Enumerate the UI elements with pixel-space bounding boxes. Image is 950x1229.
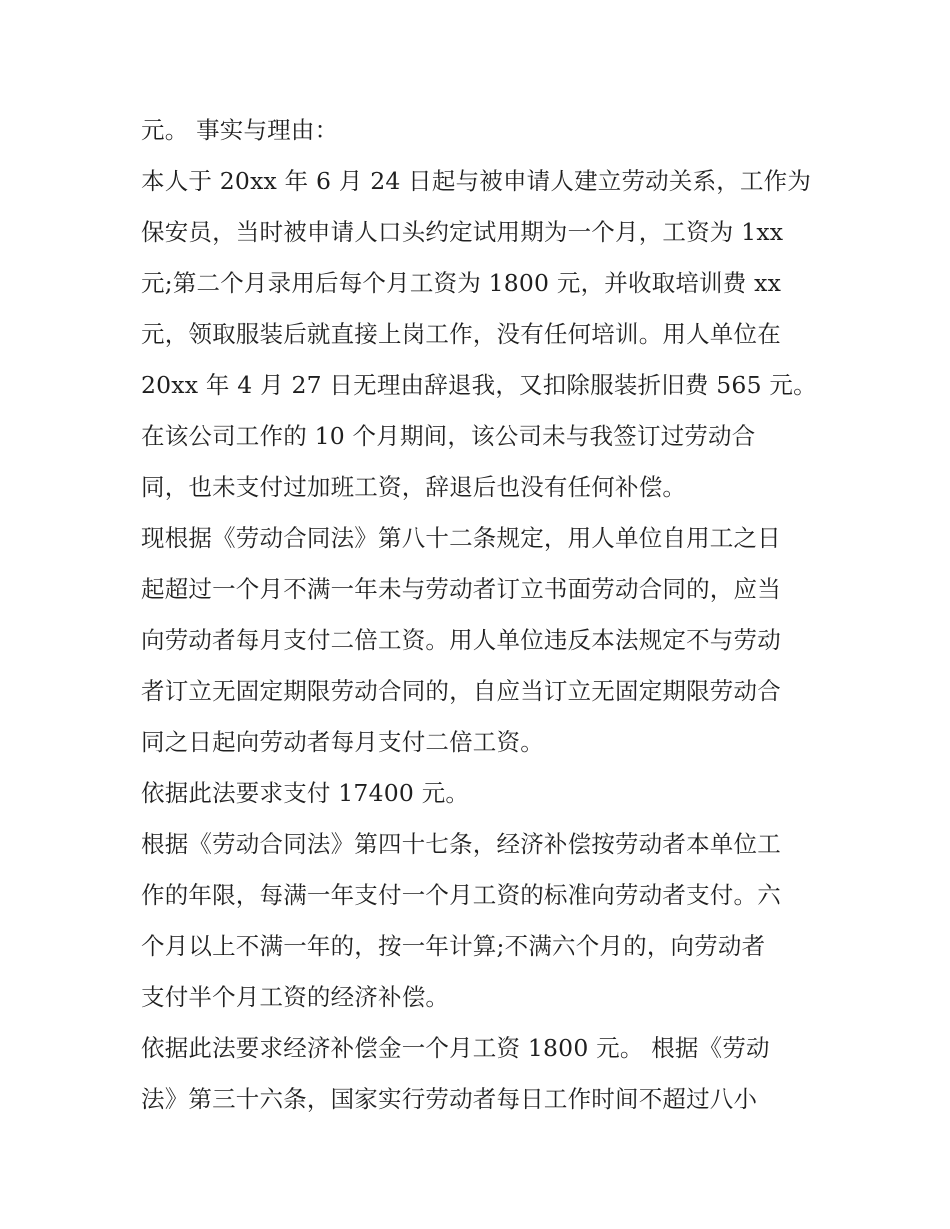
text-line: 元。 事实与理由：	[141, 116, 339, 144]
text-line: 根据《劳动合同法》第四十七条，经济补偿按劳动者本单位工	[141, 830, 781, 858]
text-line: 依据此法要求支付 17400 元。	[141, 779, 470, 807]
text-line: 起超过一个月不满一年未与劳动者订立书面劳动合同的，应当	[141, 575, 781, 603]
text-line: 元;第二个月录用后每个月工资为 1800 元，并收取培训费 xx	[141, 269, 782, 297]
text-line: 同，也未支付过加班工资，辞退后也没有任何补偿。	[141, 473, 687, 501]
text-line: 同之日起向劳动者每月支付二倍工资。	[141, 728, 544, 756]
text-line: 作的年限，每满一年支付一个月工资的标准向劳动者支付。六	[141, 881, 781, 909]
text-line: 支付半个月工资的经济补偿。	[141, 983, 450, 1011]
text-line: 个月以上不满一年的，按一年计算;不满六个月的，向劳动者	[141, 932, 766, 960]
text-line: 元，领取服装后就直接上岗工作，没有任何培训。用人单位在	[141, 320, 781, 348]
text-line: 20xx 年 4 月 27 日无理由辞退我，又扣除服装折旧费 565 元。	[141, 371, 817, 399]
text-line: 者订立无固定期限劳动合同的，自应当订立无固定期限劳动合	[141, 677, 781, 705]
text-line: 向劳动者每月支付二倍工资。用人单位违反本法规定不与劳动	[141, 626, 781, 654]
document-body	[141, 110, 821, 1130]
text-line: 现根据《劳动合同法》第八十二条规定，用人单位自用工之日	[141, 524, 781, 552]
text-line: 法》第三十六条，国家实行劳动者每日工作时间不超过八小	[141, 1085, 758, 1113]
text-line: 依据此法要求经济补偿金一个月工资 1800 元。 根据《劳动	[141, 1034, 770, 1062]
text-line: 在该公司工作的 10 个月期间，该公司未与我签订过劳动合	[141, 422, 756, 450]
text-line: 本人于 20xx 年 6 月 24 日起与被申请人建立劳动关系，工作为	[141, 167, 812, 195]
text-line: 保安员，当时被申请人口头约定试用期为一个月，工资为 1xx	[141, 218, 784, 246]
